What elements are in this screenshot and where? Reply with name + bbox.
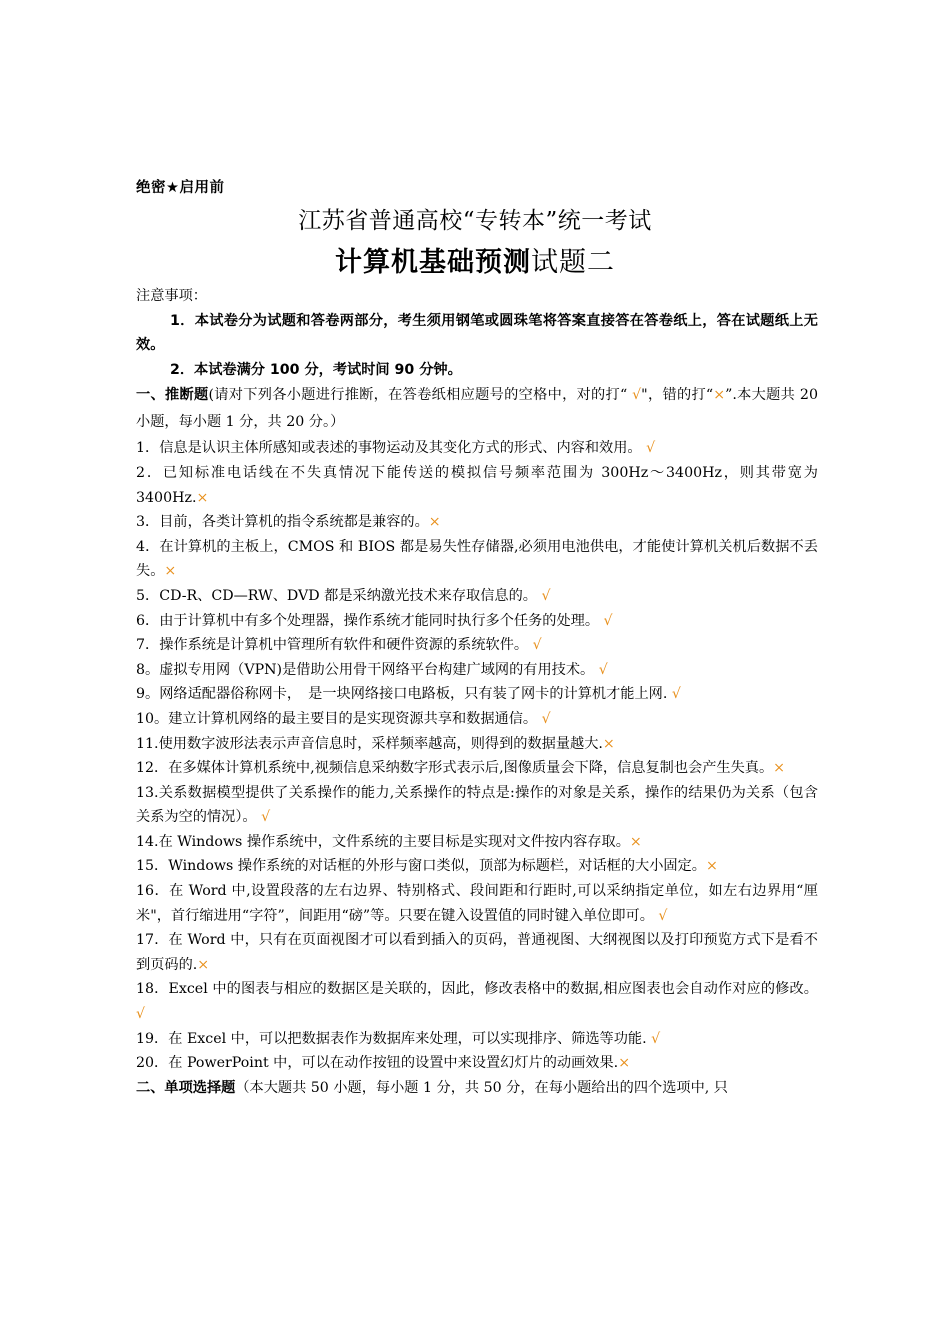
answer-mark-icon: × xyxy=(197,956,210,973)
question-text: 7．操作系统是计算机中管理所有软件和硬件资源的系统软件。 xyxy=(136,637,529,654)
question-text: 6．由于计算机中有多个处理器，操作系统才能同时执行多个任务的处理。 xyxy=(136,612,600,629)
question-text: 9。网络适配器俗称网卡， 是一块网络接口电路板，只有装了网卡的计算机才能上网. xyxy=(136,686,668,703)
section1-desc-c: ”.本大题共 20 小题，每小题 1 分，共 20 分。） xyxy=(136,387,818,431)
section1-label: 一、推断题 xyxy=(136,387,209,404)
answer-mark-icon: √ xyxy=(653,907,668,924)
question-item xyxy=(136,609,818,634)
question-item xyxy=(136,535,818,584)
question-item xyxy=(136,732,818,757)
answer-mark-icon: × xyxy=(618,1055,631,1072)
section1-header xyxy=(136,382,818,436)
question-text: 14.在 Windows 操作系统中，文件系统的主要目标是实现对文件按内容存取。 xyxy=(136,833,630,850)
question-item xyxy=(136,682,818,707)
question-text: 8。虚拟专用网（VPN)是借助公用骨干网络平台构建广域网的有用技术。 xyxy=(136,661,595,678)
question-text: 2．已知标准电话线在不失真情况下能传送的模拟信号频率范围为 300Hz～3400Hz，则其带宽为 3400Hz. xyxy=(136,464,818,506)
answer-mark-icon: √ xyxy=(599,612,613,629)
question-item xyxy=(136,1027,818,1052)
question-list xyxy=(136,436,818,1075)
notes-heading: 注意事项： xyxy=(136,288,207,304)
cross-mark-icon: × xyxy=(713,387,726,404)
section2-desc: （本大题共 50 小题，每小题 1 分，共 50 分，在每小题给出的四个选项中, 只 xyxy=(235,1079,728,1096)
answer-mark-icon: √ xyxy=(256,809,271,826)
section1-desc-b: "，错的打“ xyxy=(641,387,714,404)
exam-title: 江苏省普通高校“专转本”统一考试 xyxy=(298,208,652,234)
question-text: 19．在 Excel 中，可以把数据表作为数据库来处理，可以实现排序、筛选等功能. xyxy=(136,1030,647,1047)
question-item xyxy=(136,707,818,732)
question-item xyxy=(136,854,818,879)
question-text: 5．CD-R、CD—RW、DVD 都是采纳激光技术来存取信息的。 xyxy=(136,587,537,604)
answer-mark-icon: √ xyxy=(528,637,542,654)
question-item xyxy=(136,756,818,781)
question-text: 16．在 Word 中,设置段落的左右边界、特别格式、段间距和行距时,可以采纳指定单位，如左右边界用“厘米"，首行缩进用“字符”，间距用“磅”等。只要在键入设置值的同时键入单位即可。 xyxy=(136,883,818,924)
question-text: 17．在 Word 中，只有在页面视图才可以看到插入的页码，普通视图、大纲视图以及打印预览方式下是看不到页码的. xyxy=(136,932,818,973)
question-item xyxy=(136,510,818,535)
answer-mark-icon: × xyxy=(602,735,615,752)
answer-mark-icon: × xyxy=(196,489,209,506)
answer-mark-icon: √ xyxy=(537,710,551,727)
question-text: 11.使用数字波形法表示声音信息时，采样频率越高，则得到的数据量越大. xyxy=(136,735,603,752)
answer-mark-icon: √ xyxy=(667,686,681,703)
question-text: 3．目前，各类计算机的指令系统都是兼容的。 xyxy=(136,514,429,531)
question-text: 1．信息是认识主体所感知或表述的事物运动及其变化方式的形式、内容和效用。 xyxy=(136,440,642,457)
section2-label: 二、单项选择题 xyxy=(136,1079,236,1096)
question-item xyxy=(136,584,818,609)
answer-mark-icon: × xyxy=(706,858,718,875)
subtitle-bold: 计算机基础预测 xyxy=(335,247,531,278)
question-item xyxy=(136,658,818,683)
question-item xyxy=(136,977,818,1026)
section1-desc-a: (请对下列各小题进行推断，在答卷纸相应题号的空格中，对的打“ xyxy=(208,387,628,404)
question-item xyxy=(136,928,818,977)
note-item-1: 1．本试卷分为试题和答卷两部分，考生须用钢笔或圆珠笔将答案直接答在答卷纸上，答在试题纸上无效。 xyxy=(136,312,818,354)
answer-mark-icon: √ xyxy=(594,661,608,678)
answer-mark-icon: √ xyxy=(537,587,551,604)
question-item xyxy=(136,879,818,928)
answer-mark-icon: √ xyxy=(641,440,656,457)
question-item xyxy=(136,1051,818,1076)
confidential-label: 绝密★启用前 xyxy=(136,180,225,196)
question-item xyxy=(136,781,818,830)
answer-mark-icon: × xyxy=(629,833,642,850)
question-text: 20．在 PowerPoint 中，可以在动作按钮的设置中来设置幻灯片的动画效果. xyxy=(136,1055,619,1072)
exam-body xyxy=(136,284,818,1100)
question-text: 18．Excel 中的图表与相应的数据区是关联的，因此，修改表格中的数据,相应图表也会自动作对应的修改。 xyxy=(136,981,818,998)
answer-mark-icon: √ xyxy=(646,1030,661,1047)
note-item-2: 2．本试卷满分 100 分，考试时间 90 分钟。 xyxy=(170,361,462,378)
question-text: 13.关系数据模型提供了关系操作的能力,关系操作的特点是:操作的对象是关系，操作的结果仍为关系（包含关系为空的情况）。 xyxy=(136,784,818,826)
subtitle-light: 试题二 xyxy=(531,247,615,278)
question-text: 10。建立计算机网络的最主要目的是实现资源共享和数据通信。 xyxy=(136,710,538,727)
question-item xyxy=(136,830,818,855)
answer-mark-icon: × xyxy=(164,563,177,580)
answer-mark-icon: √ xyxy=(136,1006,146,1023)
exam-subtitle xyxy=(0,240,950,279)
question-item xyxy=(136,633,818,658)
answer-mark-icon: × xyxy=(773,760,786,777)
question-text: 12．在多媒体计算机系统中,视频信息采纳数字形式表示后,图像质量会下降，信息复制也会产生失真。 xyxy=(136,760,774,777)
section2-header xyxy=(136,1076,818,1101)
question-item xyxy=(136,436,818,461)
question-item xyxy=(136,461,818,510)
question-text: 4．在计算机的主板上，CMOS 和 BIOS 都是易失性存储器,必须用电池供电，才能使计算机关机后数据不丢失。 xyxy=(136,538,818,580)
answer-mark-icon: × xyxy=(428,514,441,531)
check-mark-icon: √ xyxy=(627,387,642,404)
question-text: 15．Windows 操作系统的对话框的外形与窗口类似，顶部为标题栏，对话框的大小固定。 xyxy=(136,858,706,875)
